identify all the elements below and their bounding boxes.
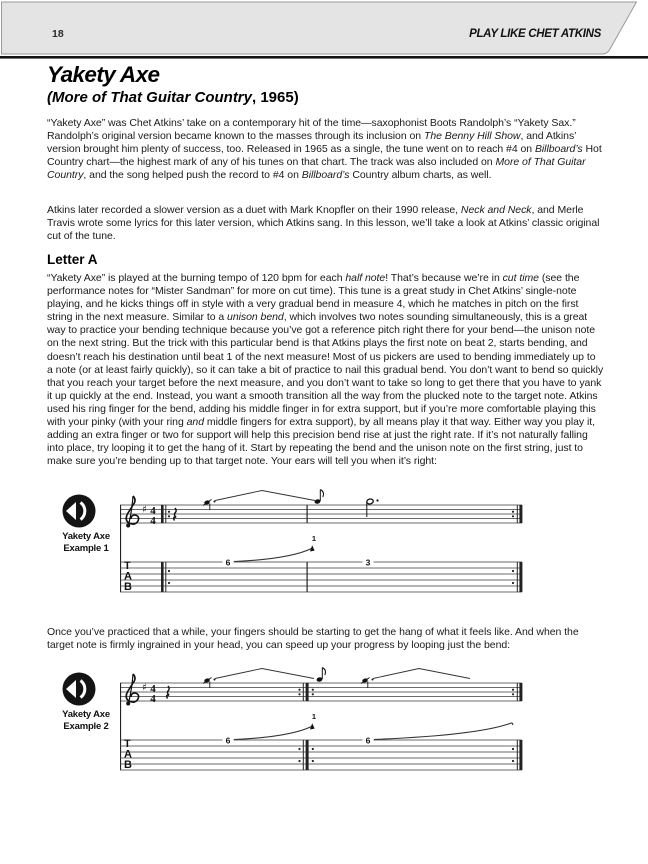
- section-heading: Letter A: [47, 252, 98, 267]
- tab-fret-number: 6: [225, 557, 231, 568]
- tab-letter-a: A: [124, 748, 132, 761]
- bend-hat-lines: [373, 669, 470, 679]
- example-label-line1: Yakety Axe: [62, 531, 110, 542]
- page-number: 18: [52, 28, 64, 40]
- header-rule: [0, 56, 648, 59]
- tab-fret-number: 6: [365, 735, 371, 746]
- key-signature-sharp: ♯: [142, 682, 147, 694]
- music-example-2: [47, 665, 604, 805]
- tab-fret-number: 3: [365, 557, 371, 568]
- song-title: Yakety Axe: [47, 62, 160, 87]
- key-signature-sharp: ♯: [142, 504, 147, 516]
- time-signature-top: 4: [150, 505, 156, 517]
- tab-repeat-end-barline: [512, 740, 523, 770]
- book-title: PLAY LIKE CHET ATKINS: [469, 28, 601, 40]
- tab-repeat-end-start-barline: [298, 740, 314, 770]
- page-header: [0, 0, 648, 62]
- tab-letter-t: T: [124, 560, 131, 572]
- bend-amount: 1: [311, 534, 317, 543]
- tab-letter-t: T: [124, 738, 131, 750]
- system-barline: [120, 505, 121, 592]
- tab-bend-curve: [234, 549, 312, 562]
- time-signature-bottom: 4: [150, 693, 156, 705]
- notation-staff-example-1: [118, 487, 524, 597]
- tab-fret-number: 6: [225, 735, 231, 746]
- song-subtitle: (More of That Guitar Country, 1965): [47, 89, 299, 106]
- paragraph-knopfler: Atkins later recorded a slower version as a duet with Mark Knopfler on their 1990 release, Neck and Neck, and Merle Travis wrote some lyrics for this later version, which Atkins sang. In this lesson, we’ll take a look at Atkins’ classic original cut of the tune.: [47, 204, 600, 243]
- bend-amount: 1: [311, 712, 317, 721]
- paragraph-letter-a: “Yakety Axe” is played at the burning tempo of 120 bpm for each half note! That’s because we’re in cut time (see the performance notes for “Mister Sandman” for more on cut time). This tune is a great study in Chet Atkins’ single-note playing, and he kicks things off in style with a very gradual bend in measure 4, which he matches in pitch on the first string in the next measure. Similar to a unison bend, which involves two notes sounding simultaneously, this is a great way to practice your bending technique because you’ve got a reference pitch right there for your bend—the unison note on the next string. But the trick with this particular bend is that Atkins plays the first note on beat 2, starts bending, and doesn’t reach his destination until beat 1 of the next measure! Most of us pickers are used to bending immediately up to a note (or at least fairly quickly), so it can take a bit of practice to nail this gradual bend. You don’t want to bend so quickly that you reach your target before the next measure, and you don’t want to take so long to get there that you have to yank it up quickly at the end. Instead, you want a smooth transition all the way from the plucked note to the target note. Atkins used his ring finger for the bend, adding his middle finger in for extra support, but if you’re more comfortable playing this with your pinky (with your ring and middle fingers for extra support), by all means play it that way. Either way you play it, adding an extra finger or two for support will help this precision bend rise at just the right rate. If it’s not naturally falling into place, try looping it to get the hang of it. Start by repeating the bend and the unison note on the first string, just to make sure you’re bending up to that target note. Your ears will tell you when it’s right:: [47, 272, 604, 468]
- tab-repeat-end-barline: [512, 562, 523, 592]
- example-label: [47, 709, 125, 733]
- speaker-icon: [57, 667, 101, 711]
- tab-repeat-start-barline: [161, 562, 170, 592]
- eighth-note: [314, 490, 323, 505]
- tab-letter-b: B: [124, 581, 132, 593]
- tab-bend-curve: [374, 723, 513, 739]
- bend-hat-lines: [215, 491, 315, 501]
- music-example-1: [47, 487, 604, 627]
- eighth-note: [316, 668, 325, 683]
- example-label-line2: Example 1: [63, 543, 109, 554]
- measure-barline: [307, 505, 308, 523]
- time-signature-top: 4: [150, 683, 156, 695]
- notation-staff-example-2: [118, 665, 524, 775]
- tab-letter-a: A: [124, 570, 132, 583]
- staff-lines: [120, 683, 522, 701]
- tab-measure-barline: [307, 562, 308, 592]
- paragraph-practice: Once you’ve practiced that a while, your fingers should be starting to get the hang of what it feels like. And when the target note is firmly ingrained in your head, you can speed up your progress by looping just the bend:: [47, 626, 579, 652]
- system-barline: [120, 683, 121, 770]
- time-signature-bottom: 4: [150, 515, 156, 527]
- example-label-line2: Example 2: [63, 721, 109, 732]
- example-label: [47, 531, 125, 555]
- paragraph-intro: “Yakety Axe” was Chet Atkins’ take on a contemporary hit of the time—saxophonist Boots Randolph’s “Yakety Sax.” Randolph’s original version became known to the masses through its inclusion on The Benny Hill Show, and Atkins’ version brought him plenty of success, too. Released in 1965 as a single, the tune went on to reach #4 on Billboard’s Hot Country chart—the highest mark of any of his tunes on that chart. The track was also included on More of That Guitar Country, and the song helped push the record to #4 on Billboard’s Country album charts, as well.: [47, 117, 602, 182]
- staff-lines: [120, 505, 522, 523]
- tab-staff-lines: [120, 740, 522, 770]
- bend-hat-lines: [215, 669, 314, 679]
- tab-letter-b: B: [124, 759, 132, 771]
- example-label-line1: Yakety Axe: [62, 709, 110, 720]
- tab-staff-lines: [120, 562, 522, 592]
- speaker-icon: [57, 489, 101, 533]
- tab-bend-curve: [234, 727, 312, 740]
